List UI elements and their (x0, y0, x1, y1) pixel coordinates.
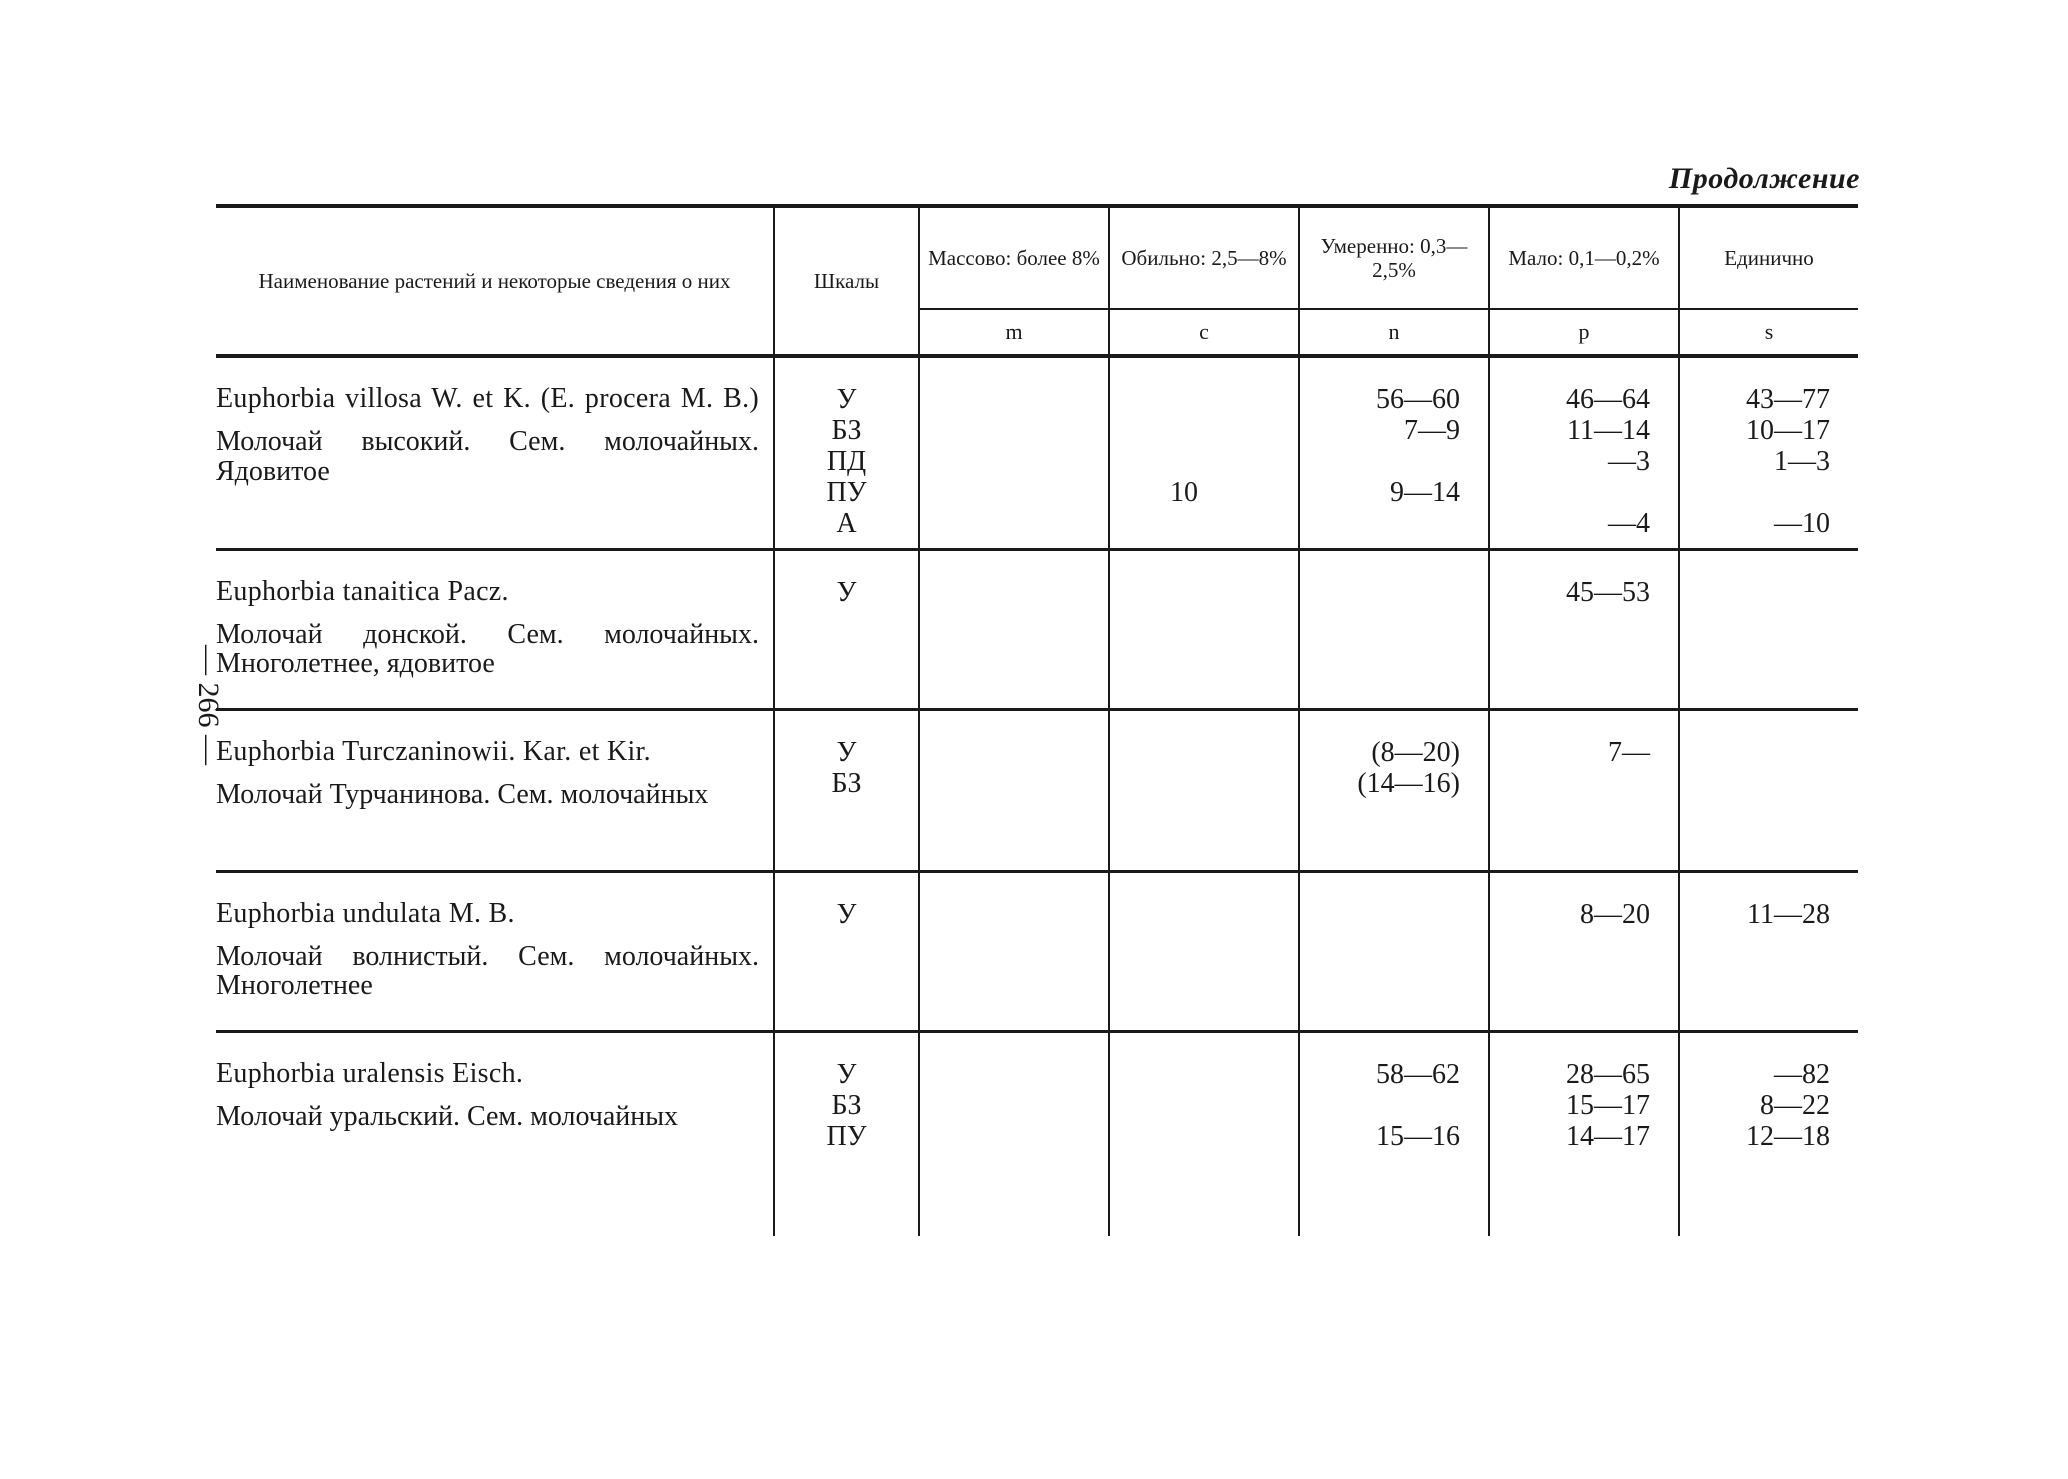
scale-value: ПУ (826, 477, 867, 508)
scale-value: БЗ (831, 415, 862, 446)
header-col-c: Обильно: 2,5—8% (1109, 206, 1299, 309)
s-cell (1679, 709, 1858, 871)
s-value: 1—3 (1774, 446, 1830, 477)
p-value: 45—53 (1566, 576, 1650, 608)
header-letter-c: c (1109, 309, 1299, 356)
plant-description: Молочай донской. Сем. молочайных. Многолетнее, ядовитое (216, 618, 759, 680)
table-row (216, 356, 1858, 549)
plant-description: Молочай волнистый. Сем. молочайных. Многолетнее (216, 940, 759, 1002)
header-scales: Шкалы (774, 206, 919, 356)
n-value: 15—16 (1376, 1120, 1460, 1152)
m-cell (919, 549, 1109, 709)
scales-cell (774, 709, 919, 871)
scale-value: У (836, 576, 857, 608)
c-cell (1109, 356, 1299, 549)
scale-value: А (836, 508, 857, 539)
n-cell (1299, 709, 1489, 871)
n-cell (1299, 356, 1489, 549)
scale-value: У (836, 898, 857, 930)
p-value: 15—17 (1566, 1089, 1650, 1121)
scale-value: У (836, 1058, 857, 1090)
scale-value: У (836, 736, 857, 768)
s-value: —82 (1774, 1058, 1830, 1090)
p-value: 28—65 (1566, 1058, 1650, 1090)
m-cell (919, 709, 1109, 871)
m-cell (919, 1031, 1109, 1236)
p-value: —4 (1608, 508, 1650, 539)
p-cell (1489, 709, 1679, 871)
scales-cell (774, 1031, 919, 1236)
scale-value: У (836, 384, 857, 415)
plant-description: Молочай высокий. Сем. молочайных. Ядовитое (216, 426, 759, 487)
scales-cell (774, 871, 919, 1031)
s-value: 11—28 (1747, 898, 1830, 930)
m-cell (919, 871, 1109, 1031)
table-caption: Продолжение (1668, 162, 1860, 195)
header-col-m: Массово: более 8% (919, 206, 1109, 309)
plant-abundance-table (216, 204, 1858, 1236)
c-value: 10 (1170, 477, 1198, 508)
p-cell (1489, 549, 1679, 709)
plant-description: Молочай Турчанинова. Сем. молочайных (216, 778, 709, 810)
s-cell (1679, 871, 1858, 1031)
n-cell (1299, 871, 1489, 1031)
latin-name: Euphorbia villosa W. et K. (E. procera M. B.) (216, 383, 759, 414)
plant-name-cell (216, 1031, 774, 1236)
plant-name-cell (216, 709, 774, 871)
c-cell (1109, 871, 1299, 1031)
n-value: (14—16) (1357, 767, 1460, 799)
n-value: (8—20) (1371, 736, 1460, 768)
s-value: —10 (1774, 508, 1830, 539)
header-letter-n: n (1299, 309, 1489, 356)
s-value: 12—18 (1746, 1120, 1830, 1152)
c-cell (1109, 549, 1299, 709)
table-row (216, 709, 1858, 871)
table-row (216, 871, 1858, 1031)
p-value: 14—17 (1566, 1120, 1650, 1152)
table-row (216, 1031, 1858, 1236)
latin-name: Euphorbia Turczaninowii. Kar. et Kir. (216, 735, 651, 767)
header-col-p: Мало: 0,1—0,2% (1489, 206, 1679, 309)
scale-value: ПУ (826, 1120, 867, 1152)
n-cell (1299, 549, 1489, 709)
plant-name-cell (216, 871, 774, 1031)
s-value: 43—77 (1746, 384, 1830, 415)
p-value: —3 (1608, 446, 1650, 477)
p-cell (1489, 871, 1679, 1031)
p-value: 8—20 (1580, 898, 1650, 930)
s-value: 10—17 (1746, 415, 1830, 446)
s-cell (1679, 549, 1858, 709)
n-value: 56—60 (1376, 384, 1460, 415)
scale-value: БЗ (831, 1089, 862, 1121)
p-value: 46—64 (1566, 384, 1650, 415)
plant-description: Молочай уральский. Сем. молочайных (216, 1100, 679, 1132)
header-col-s: Единично (1679, 206, 1858, 309)
latin-name: Euphorbia uralensis Eisch. (216, 1057, 524, 1089)
p-cell (1489, 356, 1679, 549)
s-cell (1679, 1031, 1858, 1236)
m-cell (919, 356, 1109, 549)
header-letter-s: s (1679, 309, 1858, 356)
scales-cell (774, 549, 919, 709)
plant-name-cell (216, 549, 774, 709)
c-cell (1109, 1031, 1299, 1236)
page-number: — 266 — (192, 645, 225, 765)
scales-cell (774, 356, 919, 549)
header-letter-p: p (1489, 309, 1679, 356)
n-cell (1299, 1031, 1489, 1236)
p-value: 7— (1608, 736, 1650, 768)
n-value: 58—62 (1376, 1058, 1460, 1090)
s-value: 8—22 (1760, 1089, 1830, 1121)
scale-value: ПД (826, 446, 867, 477)
n-value: 9—14 (1390, 477, 1460, 508)
header-letter-m: m (919, 309, 1109, 356)
n-value: 7—9 (1404, 415, 1460, 446)
header-col-n: Умеренно: 0,3—2,5% (1299, 206, 1489, 309)
latin-name: Euphorbia undulata M. B. (216, 897, 515, 929)
s-cell (1679, 356, 1858, 549)
latin-name: Euphorbia tanaitica Pacz. (216, 575, 509, 607)
p-cell (1489, 1031, 1679, 1236)
c-cell (1109, 709, 1299, 871)
scale-value: БЗ (831, 767, 862, 799)
table-row (216, 549, 1858, 709)
header-name: Наименование растений и некоторые сведения о них (216, 206, 774, 356)
p-value: 11—14 (1567, 415, 1650, 446)
plant-name-cell (216, 356, 774, 549)
